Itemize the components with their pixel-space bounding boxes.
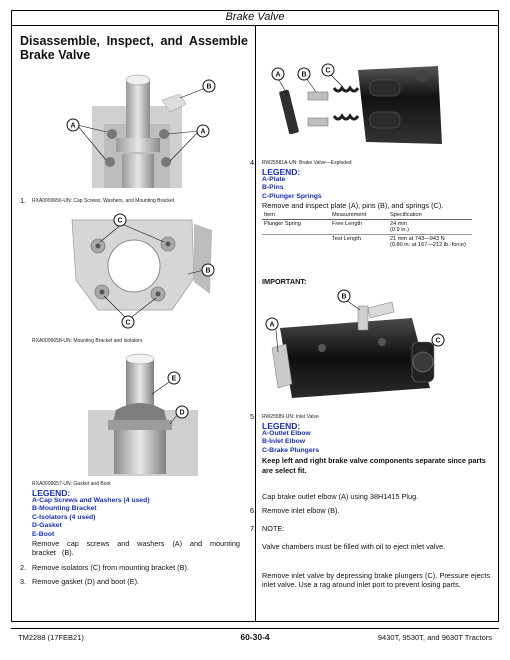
footer-page-number: 60-30-4 — [240, 632, 270, 642]
step3-text: Remove gasket (D) and boot (E). — [32, 577, 140, 586]
callout-c — [432, 334, 444, 346]
fig3-text: Remove cap screws and washers (A) and mounting bracket (B). — [32, 539, 240, 557]
step4-caption: RW25581A-UN: Brake Valve—Exploded — [262, 160, 352, 166]
svg-text:C: C — [125, 319, 131, 327]
spec-value: 21 mm at 743—943 N — [390, 236, 445, 242]
legend-item: A-Outlet Elbow — [262, 430, 311, 437]
fig3-legend — [32, 497, 150, 539]
spec-header-measurement: Measurement — [330, 211, 388, 220]
svg-text:A: A — [275, 71, 281, 79]
step1-caption: RXA0099656-UN: Cap Screws, Washers, and Mounting Bracket — [32, 198, 175, 204]
callout-b — [338, 290, 350, 302]
step2-number: 2. — [20, 563, 27, 572]
spec-cell-spec — [388, 235, 472, 250]
legend-item: C-Plunger Springs — [262, 192, 322, 200]
callout-c — [114, 214, 126, 226]
spec-value: (0.80 in. at 167—212 lb.-force) — [390, 242, 466, 248]
svg-text:C: C — [117, 217, 123, 225]
spec-table — [262, 211, 472, 249]
callout-c — [122, 316, 134, 328]
legend-item: D-Gasket — [32, 522, 62, 530]
step5-legend-title: LEGEND: — [262, 421, 301, 431]
step7-note: Valve chambers must be filled with oil to eject inlet valve. — [262, 542, 446, 551]
fig3-caption: RXA0099657-UN: Gasket and Boot — [32, 481, 111, 487]
note-label: NOTE: — [262, 524, 285, 533]
svg-text:E: E — [171, 375, 177, 383]
step4-legend — [262, 176, 322, 201]
table-row — [262, 235, 472, 250]
step7-number: 7. — [250, 524, 257, 533]
svg-text:C: C — [435, 337, 441, 345]
svg-text:C: C — [325, 67, 331, 75]
section-title: Disassemble, Inspect, and Assemble Brake Valve — [20, 34, 248, 62]
step5-important-note: Keep left and right brake valve components separate since parts are select fit. — [262, 456, 486, 475]
callout-a — [266, 318, 278, 330]
svg-text:D: D — [179, 409, 185, 417]
fig2-caption: RXA0099658-UN: Mounting Bracket and Isolators — [32, 338, 143, 344]
callout-a — [67, 119, 79, 131]
step5-legend — [262, 430, 319, 455]
legend-item: B-Inlet Elbow — [262, 438, 306, 446]
step5-text: Cap brake outlet elbow (A) using 38H1415 Plug. — [262, 492, 419, 501]
legend-item: E-Boot — [32, 530, 55, 538]
svg-text:A: A — [200, 128, 206, 136]
legend-item: C-Brake Plungers — [262, 446, 320, 454]
callout-e — [168, 372, 180, 384]
step4-number: 4. — [250, 158, 257, 167]
callout-b — [202, 264, 214, 276]
callout-a — [272, 68, 284, 80]
table-row — [262, 220, 472, 235]
spec-cell-measurement: Test Length — [332, 236, 361, 242]
spec-value: 24 mm — [390, 221, 408, 227]
step6-number: 6. — [250, 506, 257, 515]
spec-table-header — [262, 211, 472, 220]
svg-text:B: B — [206, 83, 212, 91]
svg-text:B: B — [301, 71, 307, 79]
footer-doc-id: TM2288 (17FEB21) — [18, 633, 84, 642]
svg-text:B: B — [341, 293, 347, 301]
figure5-callouts — [262, 288, 452, 408]
step2-text: Remove isolators (C) from mounting bracket (B). — [32, 563, 189, 572]
callout-b — [203, 80, 215, 92]
spec-header-item: Item — [262, 211, 330, 220]
legend-item: A-Plate — [262, 176, 286, 183]
legend-item: B-Pins — [262, 184, 284, 192]
figure1-callouts — [62, 66, 222, 190]
step6-text: Remove inlet elbow (B). — [262, 506, 340, 515]
svg-text:B: B — [205, 267, 211, 275]
figure3-callouts — [82, 350, 212, 476]
fig3-legend-title: LEGEND: — [32, 488, 71, 498]
step5-number: 5. — [250, 412, 257, 421]
svg-text:A: A — [70, 122, 76, 130]
callout-a — [197, 125, 209, 137]
footer-divider — [11, 628, 499, 629]
spec-value: (0.9 in.) — [390, 227, 409, 233]
svg-text:A: A — [269, 321, 275, 329]
step4-legend-title: LEGEND: — [262, 167, 301, 177]
callout-b — [298, 68, 310, 80]
spec-header-specification: Specification — [388, 211, 472, 220]
step4-text: Remove and inspect plate (A), pins (B), and springs (C). — [262, 201, 444, 210]
figure4-callouts — [262, 56, 448, 152]
spec-cell-measurement: Free Length — [330, 220, 388, 235]
important-label: IMPORTANT: — [262, 277, 307, 286]
step1-number: 1. — [20, 196, 27, 205]
header-title: Brake Valve — [225, 11, 285, 23]
spec-cell-spec — [388, 220, 472, 235]
callout-c — [322, 64, 334, 76]
step3-number: 3. — [20, 577, 27, 586]
figure2-callouts — [62, 210, 222, 330]
legend-item: B-Mounting Bracket — [32, 505, 97, 513]
spec-cell-item — [262, 235, 330, 250]
step5-caption: RW25589-UN: Inlet Valve — [262, 414, 319, 420]
footer-models: 9430T, 9530T, and 9630T Tractors — [377, 633, 492, 642]
callout-d — [176, 406, 188, 418]
spec-cell-item: Plunger Spring — [262, 220, 330, 235]
step7-text: Remove inlet valve by depressing brake plungers (C). Pressure ejects inlet valve. Use a rag around inlet port to prevent losing parts. — [262, 571, 490, 589]
legend-item: A-Cap Screws and Washers (4 used) — [32, 497, 150, 504]
legend-item: C-Isolators (4 used) — [32, 513, 96, 521]
